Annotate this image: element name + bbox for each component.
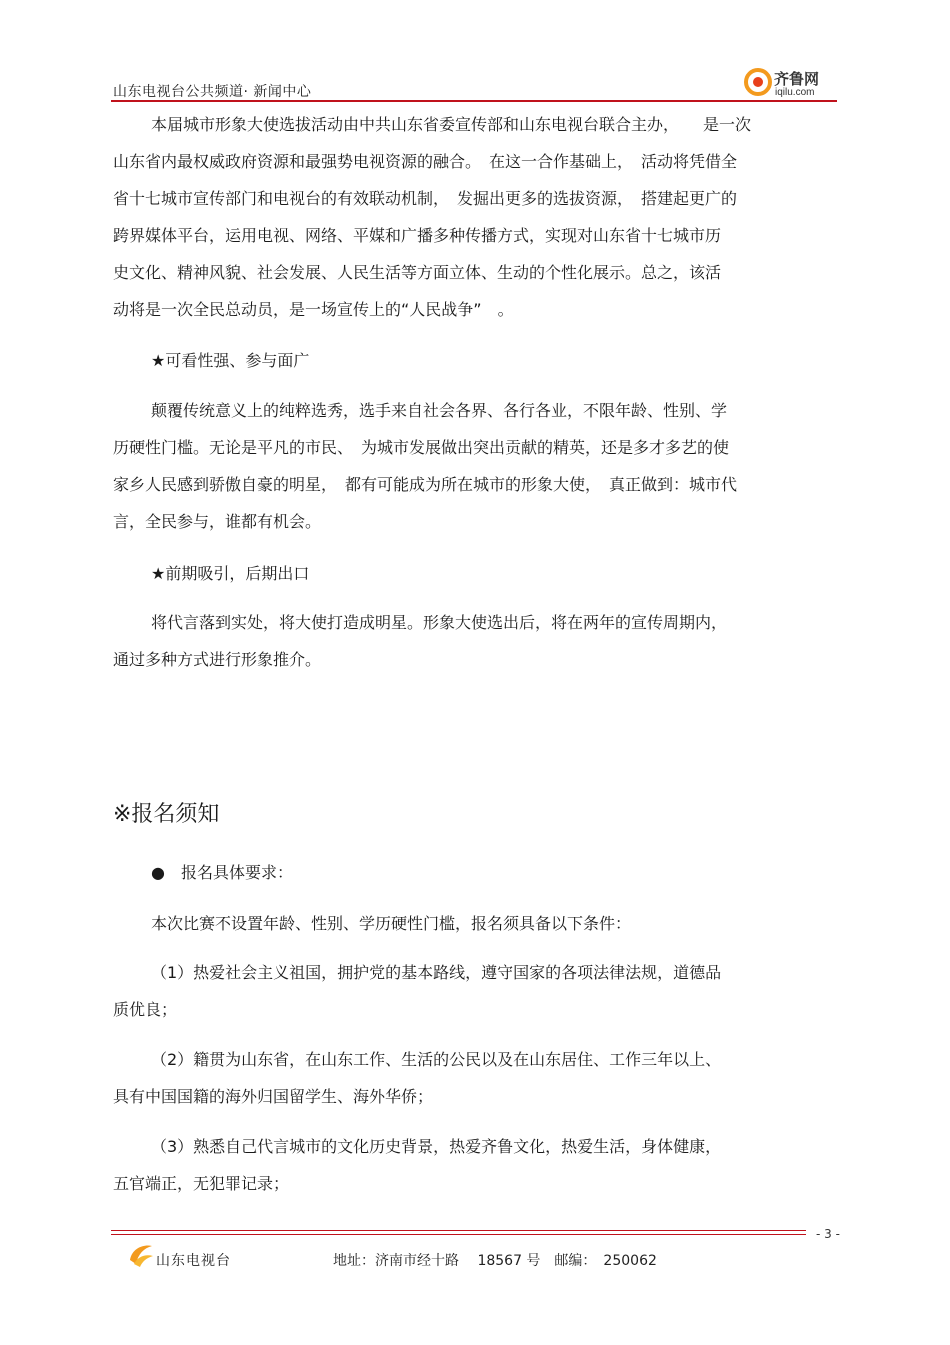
intro-paragraph xyxy=(113,106,833,328)
text-line: 将代言落到实处，将大使打造成明星。形象大使选出后，将在两年的宣传周期内， xyxy=(151,613,728,632)
text-line: （3）熟悉自己代言城市的文化历史背景，热爱齐鲁文化，热爱生活，身体健康， xyxy=(151,1137,722,1156)
header-title: 山东电视台公共频道· 新闻中心 xyxy=(113,84,312,100)
page-number: - 3 - xyxy=(816,1227,840,1241)
footer-org: 山东电视台 xyxy=(156,1253,231,1269)
text-line: 具有中国国籍的海外归国留学生、海外华侨； xyxy=(113,1087,434,1106)
watchability-paragraph xyxy=(113,392,833,540)
text-line: 颠覆传统意义上的纯粹选秀，选手来自社会各界、各行各业，不限年龄、性别、学 xyxy=(151,401,728,420)
bullet-heading-text: ● 报名具体要求： xyxy=(151,863,293,882)
text-line: 家乡人民感到骄傲自豪的明星， 都有可能成为所在城市的形象大使， 真正做到：城市代 xyxy=(113,475,738,494)
section-title: ※报名须知 xyxy=(113,802,220,827)
logo-domain: iqilu.com xyxy=(775,87,815,98)
sdtv-logo-icon xyxy=(126,1240,156,1268)
text-line: 质优良； xyxy=(113,1000,178,1019)
star-heading: ★前期吸引，后期出口 xyxy=(151,564,310,583)
text-line: 动将是一次全民总动员，是一场宣传上的“人民战争” 。 xyxy=(113,300,514,319)
footer-rule xyxy=(111,1230,806,1231)
footer-address: 地址：济南市经十路 18567 号 邮编： 250062 xyxy=(333,1253,657,1269)
text-line: 本次比赛不设置年龄、性别、学历硬性门槛，报名须具备以下条件： xyxy=(151,914,632,933)
qilu-logo-icon xyxy=(744,68,772,96)
text-line: 通过多种方式进行形象推介。 xyxy=(113,650,322,669)
text-line: 山东省内最权威政府资源和最强势电视资源的融合。 在这一合作基础上， 活动将凭借全 xyxy=(113,152,738,171)
logo-text: 齐鲁网 xyxy=(774,70,820,88)
text-line: 史文化、精神风貌、社会发展、人民生活等方面立体、生动的个性化展示。总之，该活 xyxy=(113,263,722,282)
text-line: 省十七城市宣传部门和电视台的有效联动机制， 发掘出更多的选拔资源， 搭建起更广的 xyxy=(113,189,738,208)
header-rule xyxy=(111,100,837,102)
text-line: 言，全民参与，谁都有机会。 xyxy=(113,512,322,531)
promotion-paragraph xyxy=(113,604,833,678)
footer-rule xyxy=(111,1234,806,1235)
star-heading: ★可看性强、参与面广 xyxy=(151,351,310,370)
bullet-heading xyxy=(113,854,833,891)
subheading-promotion xyxy=(113,555,833,592)
requirements-intro xyxy=(113,905,833,942)
condition-2 xyxy=(113,1041,833,1115)
condition-1 xyxy=(113,954,833,1028)
text-line: 历硬性门槛。无论是平凡的市民、 为城市发展做出突出贡献的精英，还是多才多艺的使 xyxy=(113,438,730,457)
text-line: （1）热爱社会主义祖国，拥护党的基本路线，遵守国家的各项法律法规，道德品 xyxy=(151,963,722,982)
text-line: 本届城市形象大使选拔活动由中共山东省委宣传部和山东电视台联合主办， 是一次 xyxy=(151,115,752,134)
subheading-watchability xyxy=(113,342,833,379)
qilu-logo xyxy=(744,66,834,100)
text-line: 跨界媒体平台，运用电视、网络、平媒和广播多种传播方式，实现对山东省十七城市历 xyxy=(113,226,722,245)
text-line: （2）籍贯为山东省，在山东工作、生活的公民以及在山东居住、工作三年以上、 xyxy=(151,1050,722,1069)
text-line: 五官端正，无犯罪记录； xyxy=(113,1174,290,1193)
condition-3 xyxy=(113,1128,833,1202)
